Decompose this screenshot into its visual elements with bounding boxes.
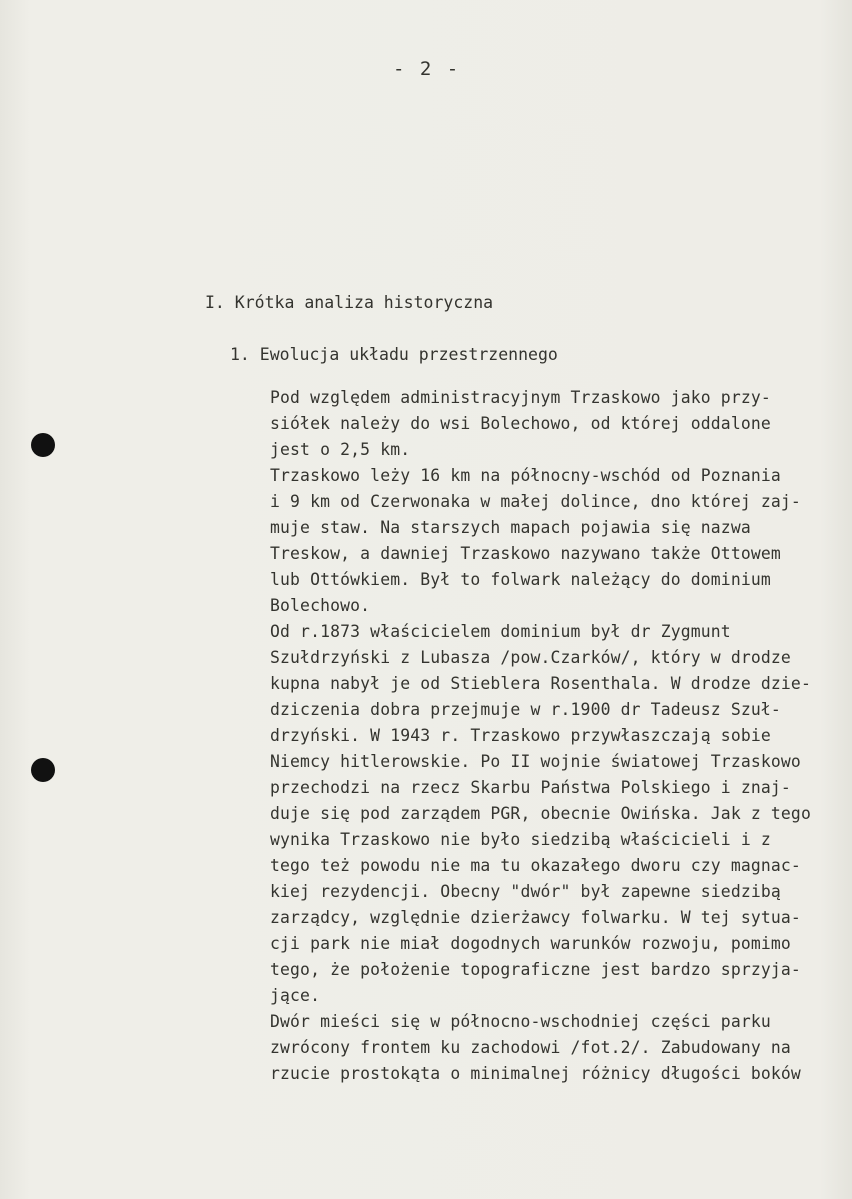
text-line: przechodzi na rzecz Skarbu Państwa Polskiego i znaj-	[270, 778, 791, 797]
text-line: zarządcy, względnie dzierżawcy folwarku. W tej sytua-	[270, 908, 801, 927]
text-line: Treskow, a dawniej Trzaskowo nazywano także Ottowem	[270, 544, 781, 563]
text-line: siółek należy do wsi Bolechowo, od której oddalone	[270, 414, 771, 433]
text-line: wynika Trzaskowo nie było siedzibą właścicieli i z	[270, 830, 771, 849]
text-line: tego, że położenie topograficzne jest bardzo sprzyja-	[270, 960, 801, 979]
text-line: muje staw. Na starszych mapach pojawia się nazwa	[270, 518, 751, 537]
text-line: kiej rezydencji. Obecny "dwór" był zapewne siedzibą	[270, 882, 781, 901]
section-title: I. Krótka analiza historyczna	[205, 293, 494, 312]
text-line: Od r.1873 właścicielem dominium był dr Zygmunt	[270, 622, 731, 641]
text-line: Dwór mieści się w północno-wschodniej części parku	[270, 1012, 771, 1031]
text-line: jest o 2,5 km.	[270, 440, 411, 459]
text-line: drzyński. W 1943 r. Trzaskowo przywłaszczają sobie	[270, 726, 771, 745]
text-line: Szułdrzyński z Lubasza /pow.Czarków/, który w drodze	[270, 648, 791, 667]
text-line: Trzaskowo leży 16 km na północny-wschód od Poznania	[270, 466, 781, 485]
text-line: Pod względem administracyjnym Trzaskowo jako przy-	[270, 388, 771, 407]
text-line: Bolechowo.	[270, 596, 371, 615]
subsection-title: 1. Ewolucja układu przestrzennego	[230, 345, 558, 364]
text-line: zwrócony frontem ku zachodowi /fot.2/. Zabudowany na	[270, 1038, 791, 1057]
text-line: tego też powodu nie ma tu okazałego dworu czy magnac-	[270, 856, 801, 875]
text-line: jące.	[270, 986, 321, 1005]
punch-hole	[31, 758, 55, 782]
text-line: duje się pod zarządem PGR, obecnie Owińska. Jak z tego	[270, 804, 811, 823]
page-number: - 2 -	[393, 58, 461, 80]
punch-hole	[31, 433, 55, 457]
text-line: rzucie prostokąta o minimalnej różnicy długości boków	[270, 1064, 801, 1083]
text-line: lub Ottówkiem. Był to folwark należący do dominium	[270, 570, 771, 589]
text-line: kupna nabył je od Stieblera Rosenthala. W drodze dzie-	[270, 674, 811, 693]
text-line: i 9 km od Czerwonaka w małej dolince, dno której zaj-	[270, 492, 801, 511]
text-line: Niemcy hitlerowskie. Po II wojnie światowej Trzaskowo	[270, 752, 801, 771]
text-line: dziczenia dobra przejmuje w r.1900 dr Tadeusz Szuł-	[270, 700, 781, 719]
text-line: cji park nie miał dogodnych warunków rozwoju, pomimo	[270, 934, 791, 953]
